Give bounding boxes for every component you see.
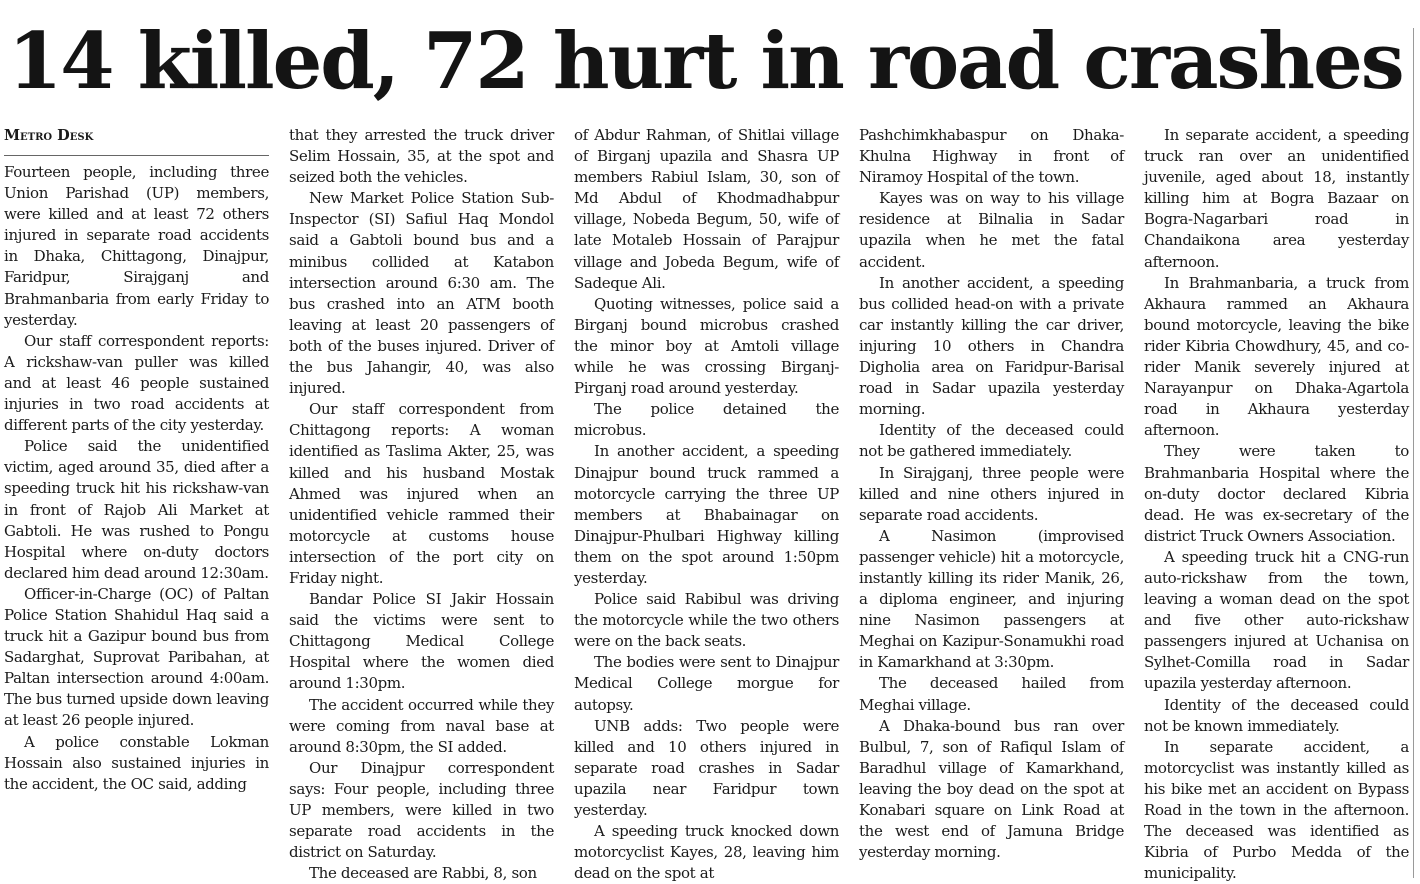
column-5 (1144, 125, 1409, 883)
paragraph: In separate accident, a speeding truck ran over an unidentified juvenile, aged about 18, instantly killing him at Bogra Bazaar on Bogra-Nagarbari road in Chandaikona area yesterday afternoon. (1144, 126, 1409, 271)
paragraph: In another accident, a speeding bus collided head-on with a private car instantly killing the car driver, injuring 10 others in Chandra Digholia area on Faridpur-Barisal road in Sadar upazila yesterday morning. (859, 273, 1124, 419)
paragraph: Pashchimkhabaspur on Dhaka-Khulna Highway in front of Niramoy Hospital of the town. (859, 126, 1124, 187)
paragraph: A police constable Lokman Hossain also sustained injuries in the accident, the OC said, adding (4, 732, 269, 793)
column-3 (574, 125, 839, 883)
paragraph: The accident occurred while they were coming from naval base at around 8:30pm, the SI added. (289, 695, 554, 756)
paragraph: Identity of the deceased could not be gathered immediately. (859, 421, 1124, 461)
column-4 (859, 125, 1124, 870)
paragraph: The deceased hailed from Meghai village. (859, 674, 1124, 714)
headline: 14 killed, 72 hurt in road crashes (8, 16, 1403, 107)
paragraph: of Abdur Rahman, of Shitlai village of Birganj upazila and Shasra UP members Rabiul Islam, 30, son of Md Abdul of Khodmadhabpur village, Nobeda Begum, 50, wife of late Motaleb Hossain of Parajpur village and Jobeda Begum, wife of Sadeque Ali. (574, 126, 839, 292)
paragraph: Fourteen people, including three Union Parishad (UP) members, were killed and at least 72 others injured in separate road accidents in Dhaka, Chittagong, Dinajpur, Faridpur, Sirajganj and Brahmanbaria from early Friday to yesterday. (4, 163, 269, 329)
column-2 (289, 125, 554, 883)
paragraph: A Nasimon (improvised passenger vehicle) hit a motorcycle, instantly killing its rider Manik, 26, a diploma engineer, and injuring nine Nasimon passengers at Meghai on Kazipur-Sonamukhi road in Kamarkhand at 3:30pm. (859, 526, 1124, 672)
paragraph: In Brahmanbaria, a truck from Akhaura rammed an Akhaura bound motorcycle, leaving the bike rider Kibria Chowdhury, 45, and co-rider Manik severely injured at Narayanpur on Dhaka-Agartola road in Akhaura yesterday afternoon. (1144, 273, 1409, 440)
paragraph: The police detained the microbus. (574, 400, 839, 440)
paragraph: Police said Rabibul was driving the motorcycle while the two others were on the back seats. (574, 590, 839, 651)
paragraph: In another accident, a speeding Dinajpur bound truck rammed a motorcycle carrying the three UP members at Bhabainagar on Dinajpur-Phulbari Highway killing them on the spot around 1:50pm yesterday. (574, 442, 839, 587)
paragraph: In separate accident, a motorcyclist was instantly killed as his bike met an accident on Bypass Road in the town in the afternoon. The deceased was identified as Kibria of Purbo Medda of the municipality. (1144, 737, 1409, 883)
paragraph: UNB adds: Two people were killed and 10 others injured in separate road crashes in Sadar upazila near Faridpur town yesterday. (574, 716, 839, 819)
paragraph: Officer-in-Charge (OC) of Paltan Police Station Shahidul Haq said a truck hit a Gazipur bound bus from Sadarghat, Suprovat Paribahan, at Paltan intersection around 4:00am. The bus turned upside down leaving at least 26 people injured. (4, 584, 269, 730)
paragraph: In Sirajganj, three people were killed and nine others injured in separate road accidents. (859, 463, 1124, 524)
paragraph: A speeding truck hit a CNG-run auto-rickshaw from the town, leaving a woman dead on the spot and five other auto-rickshaw passengers injured at Uchanisa on Sylhet-Comilla road in Sadar upazila yesterday afternoon. (1144, 547, 1409, 693)
column-rule (1413, 28, 1414, 878)
paragraph: A speeding truck knocked down motorcyclist Kayes, 28, leaving him dead on the spot at (574, 822, 839, 883)
paragraph: New Market Police Station Sub-Inspector (SI) Safiul Haq Mondol said a Gabtoli bound bus and a minibus collided at Katabon intersection around 6:30 am. The bus crashed into an ATM booth leaving at least 20 passengers of both of the buses injured. Driver of the bus Jahangir, 40, was also injured. (289, 189, 554, 398)
article-body (4, 125, 1409, 883)
paragraph: A Dhaka-bound bus ran over Bulbul, 7, son of Rafiqul Islam of Baradhul village of Kamarkhand, leaving the boy dead on the spot at Konabari square on Link Road at the west end of Jamuna Bridge yesterday morning. (859, 716, 1124, 862)
paragraph: The bodies were sent to Dinajpur Medical College morgue for autopsy. (574, 653, 839, 714)
byline: Metro Desk (4, 125, 269, 156)
paragraph: Kayes was on way to his village residence at Bilnalia in Sadar upazila when he met the fatal accident. (859, 189, 1124, 271)
column-1 (4, 125, 269, 870)
paragraph: Quoting witnesses, police said a Birganj bound microbus crashed the minor boy at Amtoli village while he was crossing Birganj-Pirganj road around yesterday. (574, 294, 839, 398)
paragraph: They were taken to Brahmanbaria Hospital where the on-duty doctor declared Kibria dead. He was ex-secretary of the district Truck Owners Association. (1144, 442, 1409, 545)
paragraph: Our staff correspondent from Chittagong reports: A woman identified as Taslima Akter, 25, was killed and his husband Mostak Ahmed was injured when an unidentified vehicle rammed their motorcycle at customs house intersection of the port city on Friday night. (289, 400, 554, 587)
paragraph: Identity of the deceased could not be known immediately. (1144, 695, 1409, 735)
paragraph: The deceased are Rabbi, 8, son (309, 864, 537, 883)
paragraph: Bandar Police SI Jakir Hossain said the victims were sent to Chittagong Medical College Hospital where the women died around 1:30pm. (289, 590, 554, 693)
paragraph: that they arrested the truck driver Selim Hossain, 35, at the spot and seized both the vehicles. (289, 126, 554, 187)
paragraph: Our staff correspondent reports: A rickshaw-van puller was killed and at least 46 people sustained injuries in two road accidents at different parts of the city yesterday. (4, 331, 269, 435)
paragraph: Our Dinajpur correspondent says: Four people, including three UP members, were killed in two separate road accidents in the district on Saturday. (289, 758, 554, 862)
paragraph: Police said the unidentified victim, aged around 35, died after a speeding truck hit his rickshaw-van in front of Rajob Ali Market at Gabtoli. He was rushed to Pongu Hospital where on-duty doctors declared him dead around 12:30am. (4, 437, 269, 582)
